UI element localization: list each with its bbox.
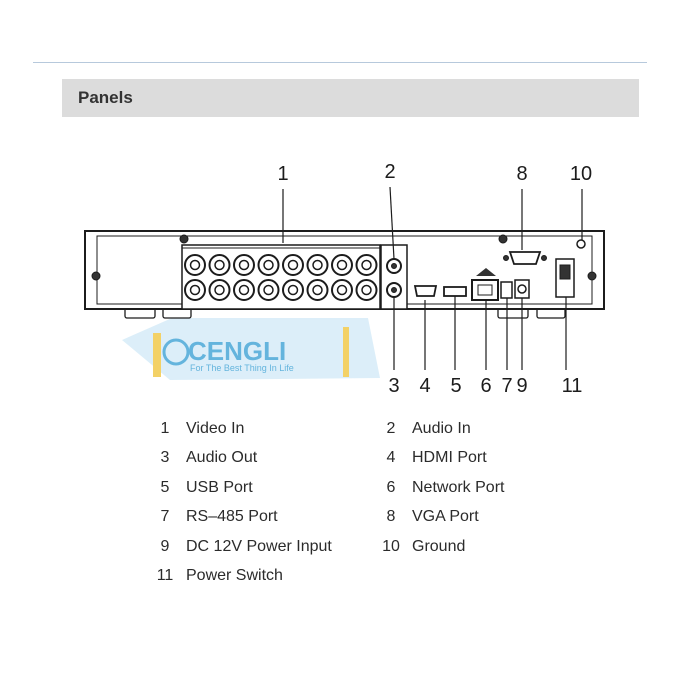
legend-item: [150, 448, 376, 470]
legend-item: [376, 418, 576, 440]
vga-port: [510, 252, 540, 264]
legend-number: 11: [156, 567, 174, 585]
bnc-connector-pin: [313, 286, 322, 295]
legend-number: 7: [160, 508, 170, 526]
callout-bottom-6: 6: [480, 375, 492, 397]
legend-label: Audio Out: [186, 449, 258, 467]
port-legend: [150, 418, 570, 587]
legend-label: Power Switch: [186, 567, 283, 585]
watermark-bar-right: [343, 327, 349, 377]
hdmi-port: [415, 286, 436, 296]
legend-label: DC 12V Power Input: [186, 537, 332, 555]
callout-bottom-7: 7: [501, 375, 513, 397]
legend-item: [376, 536, 576, 558]
usb-port: [444, 287, 466, 296]
legend-item: [376, 507, 576, 529]
legend-item: [150, 566, 376, 588]
callout-bottom-9: 9: [516, 375, 528, 397]
watermark-slogan: For The Best Thing In Life: [190, 363, 294, 373]
legend-item: [376, 477, 576, 499]
bnc-connector-pin: [362, 286, 371, 295]
bnc-connector-pin: [313, 261, 322, 270]
legend-number: 4: [386, 449, 396, 467]
legend-label: Audio In: [412, 419, 471, 437]
bnc-connector-pin: [289, 286, 298, 295]
callout-bottom-11: 11: [561, 375, 583, 397]
section-title: Panels: [78, 88, 133, 107]
callout-top-2: 2: [384, 161, 396, 183]
callout-top-10: 10: [569, 163, 593, 185]
legend-item: [150, 477, 376, 499]
legend-label: Ground: [412, 537, 466, 555]
legend-label: VGA Port: [412, 508, 479, 526]
bnc-connector-pin: [338, 261, 347, 270]
top-divider: [33, 62, 647, 63]
bnc-connector-pin: [215, 286, 224, 295]
bnc-connector-pin: [264, 286, 273, 295]
ground-terminal: [577, 240, 585, 248]
legend-number: 9: [160, 537, 170, 555]
legend-number: 5: [160, 478, 170, 496]
legend-item: [150, 507, 376, 529]
bnc-connector-pin: [240, 261, 249, 270]
video-in-block: [182, 245, 380, 309]
bnc-connector-pin: [264, 261, 273, 270]
callout-bottom-3: 3: [388, 375, 400, 397]
callout-bottom-5: 5: [450, 375, 462, 397]
bnc-connector-pin: [338, 286, 347, 295]
legend-number: 10: [382, 537, 400, 555]
legend-number: 3: [160, 449, 170, 467]
bnc-connector-pin: [289, 261, 298, 270]
rs485-port: [501, 282, 512, 298]
legend-item: [150, 536, 376, 558]
section-header: [62, 79, 639, 117]
bnc-connector-pin: [191, 261, 200, 270]
legend-label: USB Port: [186, 478, 253, 496]
callout-bottom-4: 4: [419, 375, 431, 397]
legend-number: 8: [386, 508, 396, 526]
legend-item: [376, 448, 576, 470]
bnc-connector-pin: [362, 261, 371, 270]
bnc-connector-pin: [215, 261, 224, 270]
rear-panel-diagram: [0, 150, 700, 400]
legend-label: Network Port: [412, 478, 505, 496]
watermark-brand: CENGLI: [188, 336, 287, 366]
callout-top-8: 8: [516, 163, 528, 185]
bnc-connector-pin: [191, 286, 200, 295]
legend-label: Video In: [186, 419, 245, 437]
legend-number: 6: [386, 478, 396, 496]
callout-top-1: 1: [277, 163, 289, 185]
legend-number: 2: [386, 419, 396, 437]
bnc-connector-pin: [240, 286, 249, 295]
watermark: [122, 318, 380, 380]
legend-label: RS–485 Port: [186, 508, 278, 526]
legend-item: [150, 418, 376, 440]
legend-number: 1: [160, 419, 170, 437]
legend-label: HDMI Port: [412, 449, 487, 467]
watermark-bar-left: [153, 333, 161, 377]
